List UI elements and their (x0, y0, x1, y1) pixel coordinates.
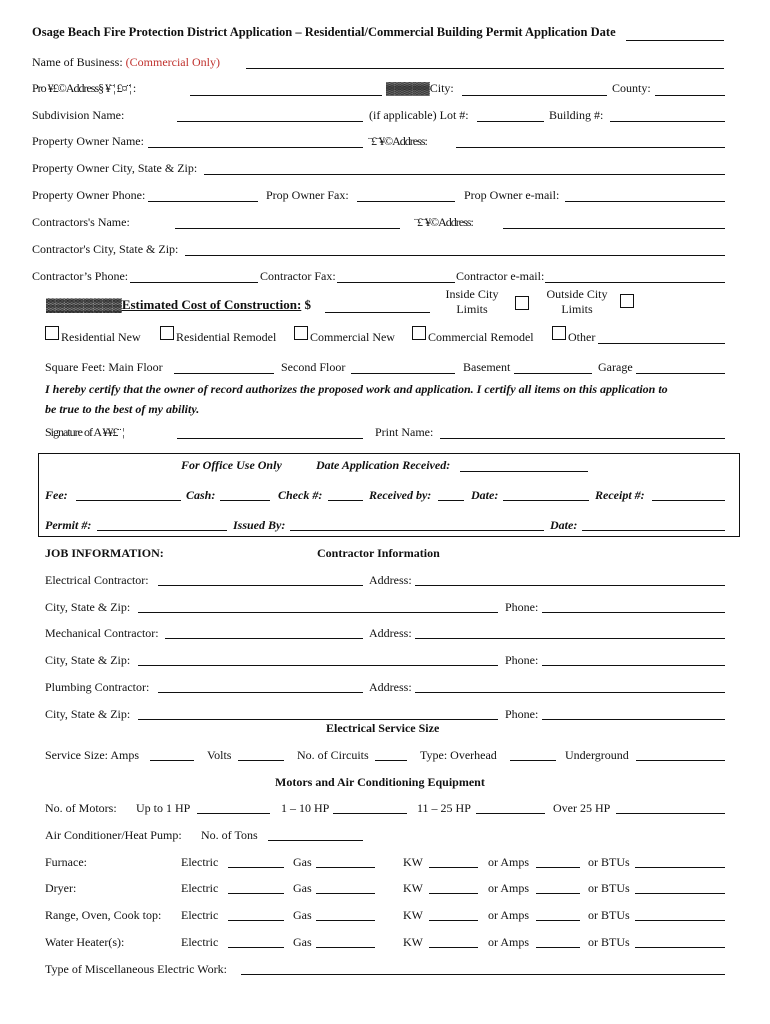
kw-label: KW (403, 935, 423, 949)
fee-field[interactable] (76, 500, 181, 501)
kw-field[interactable] (429, 893, 478, 894)
contractor-phone-label: Contractor’s Phone: (32, 269, 129, 283)
ac-label: Air Conditioner/Heat Pump: (45, 828, 182, 842)
btus-field[interactable] (635, 947, 725, 948)
cash-label: Cash: (186, 488, 216, 502)
lot-label: (if applicable) Lot #: (369, 108, 469, 122)
electric-label: Electric (181, 908, 219, 922)
over-25-hp-label: Over 25 HP (553, 801, 611, 815)
permit-label: Permit #: (45, 518, 92, 532)
main-floor-field[interactable] (174, 373, 274, 374)
received-by-label: Received by: (369, 488, 432, 502)
electric-field[interactable] (228, 893, 284, 894)
commercial-new-checkbox[interactable] (294, 326, 308, 340)
btus-field[interactable] (635, 920, 725, 921)
electrical-city-label: City, State & Zip: (45, 600, 131, 614)
mechanical-city-label: City, State & Zip: (45, 653, 131, 667)
receipt-label: Receipt #: (595, 488, 645, 502)
subdivision-label: Subdivision Name: (32, 108, 125, 122)
plumbing-city-label: City, State & Zip: (45, 707, 131, 721)
amps-field[interactable] (536, 920, 580, 921)
outside-city-checkbox[interactable] (620, 294, 634, 308)
hp-11-25-field[interactable] (476, 813, 545, 814)
commercial-new-label: Commercial New (310, 330, 395, 344)
plumbing-address-label: Address: (369, 680, 412, 694)
misc-electric-label: Type of Miscellaneous Electric Work: (45, 962, 227, 976)
square-feet-label: Square Feet: Main Floor (45, 360, 163, 374)
other-checkbox[interactable] (552, 326, 566, 340)
check-label: Check #: (278, 488, 323, 502)
amps-label: or Amps (488, 881, 530, 895)
mechanical-city-field[interactable] (138, 665, 498, 666)
property-address-label: Pro ¥£©Address§ ¥¨¦ £¤¨¦ : (32, 81, 136, 95)
service-size-label: Service Size: Amps (45, 748, 139, 762)
building-label: Building #: (549, 108, 604, 122)
amps-field[interactable] (536, 947, 580, 948)
appliance-label: Furnace: (45, 855, 87, 869)
print-name-field[interactable] (440, 438, 725, 439)
amps-label: or Amps (488, 908, 530, 922)
kw-label: KW (403, 908, 423, 922)
estimated-cost-field[interactable] (325, 312, 430, 313)
second-floor-field[interactable] (351, 373, 455, 374)
btus-label: or BTUs (588, 855, 630, 869)
contractor-info-title: Contractor Information (317, 546, 440, 560)
amps-label: or Amps (488, 935, 530, 949)
contractor-city-label: Contractor's City, State & Zip: (32, 242, 179, 256)
kw-label: KW (403, 855, 423, 869)
electrical-service-title: Electrical Service Size (326, 721, 440, 735)
hp-11-25-label: 11 – 25 HP (417, 801, 471, 815)
kw-label: KW (403, 881, 423, 895)
hp-1-10-field[interactable] (333, 813, 407, 814)
owner-phone-field[interactable] (148, 201, 258, 202)
contractor-email-label: Contractor e-mail: (456, 269, 545, 283)
gas-label: Gas (293, 935, 312, 949)
amps-field[interactable] (150, 760, 194, 761)
job-info-title: JOB INFORMATION: (45, 546, 164, 560)
owner-fax-label: Prop Owner Fax: (266, 188, 349, 202)
btus-field[interactable] (635, 867, 725, 868)
issued-date-field[interactable] (582, 530, 725, 531)
building-field[interactable] (610, 121, 725, 122)
mechanical-contractor-field[interactable] (165, 638, 363, 639)
kw-field[interactable] (429, 867, 478, 868)
issued-by-field[interactable] (290, 530, 544, 531)
contractor-city-field[interactable] (185, 255, 725, 256)
plumbing-phone-field[interactable] (542, 719, 725, 720)
gas-label: Gas (293, 908, 312, 922)
appliance-label: Water Heater(s): (45, 935, 125, 949)
mechanical-contractor-label: Mechanical Contractor: (45, 626, 159, 640)
owner-address-field[interactable] (456, 147, 725, 148)
county-label: County: (612, 81, 651, 95)
residential-new-label: Residential New (61, 330, 141, 344)
commercial-remodel-checkbox[interactable] (412, 326, 426, 340)
county-field[interactable] (655, 95, 725, 96)
no-motors-label: No. of Motors: (45, 801, 117, 815)
volts-label: Volts (207, 748, 232, 762)
contractor-fax-label: Contractor Fax: (260, 269, 336, 283)
electrical-phone-field[interactable] (542, 612, 725, 613)
over-25-hp-field[interactable] (616, 813, 725, 814)
check-field[interactable] (328, 500, 363, 501)
circuits-field[interactable] (375, 760, 407, 761)
amps-field[interactable] (536, 893, 580, 894)
certify-text-2: be true to the best of my ability. (45, 402, 200, 416)
electrical-phone-label: Phone: (505, 600, 539, 614)
other-field[interactable] (598, 343, 725, 344)
gas-field[interactable] (316, 947, 375, 948)
owner-city-label: Property Owner City, State & Zip: (32, 161, 198, 175)
owner-email-field[interactable] (565, 201, 725, 202)
contractor-name-field[interactable] (175, 228, 400, 229)
tons-field[interactable] (268, 840, 363, 841)
business-name-field[interactable] (246, 68, 724, 69)
gas-field[interactable] (316, 920, 375, 921)
office-date-label: Date: (471, 488, 499, 502)
commercial-only-note: (Commercial Only) (125, 55, 220, 69)
electric-label: Electric (181, 935, 219, 949)
certify-text-1: I hereby certify that the owner of record authorizes the proposed work and application. I certify all items on this application to (45, 382, 668, 396)
electrical-contractor-label: Electrical Contractor: (45, 573, 149, 587)
gas-field[interactable] (316, 893, 375, 894)
cash-field[interactable] (220, 500, 270, 501)
signature-label: Signature of A ¥¥£¨ ¦ (45, 425, 124, 439)
gas-field[interactable] (316, 867, 375, 868)
motors-title: Motors and Air Conditioning Equipment (275, 775, 485, 789)
redaction-mark: ▓▓▓▓▓▓▓▓ (46, 297, 122, 312)
gas-label: Gas (293, 881, 312, 895)
owner-name-label: Property Owner Name: (32, 134, 144, 148)
permit-field[interactable] (97, 530, 227, 531)
outside-city-label: Outside City Limits (546, 287, 608, 316)
electric-field[interactable] (228, 920, 284, 921)
subdivision-field[interactable] (177, 121, 363, 122)
contractor-name-label: Contractors's Name: (32, 215, 130, 229)
plumbing-city-field[interactable] (138, 719, 498, 720)
contractor-phone-field[interactable] (130, 282, 258, 283)
owner-fax-field[interactable] (357, 201, 455, 202)
business-label: Name of Business: (Commercial Only) (32, 55, 220, 69)
contractor-address-field[interactable] (503, 228, 725, 229)
garage-label: Garage (598, 360, 633, 374)
electric-field[interactable] (228, 947, 284, 948)
electrical-address-field[interactable] (415, 585, 725, 586)
mechanical-address-field[interactable] (415, 638, 725, 639)
underground-field[interactable] (636, 760, 725, 761)
receipt-field[interactable] (652, 500, 725, 501)
property-address-field[interactable] (190, 95, 382, 96)
gas-label: Gas (293, 855, 312, 869)
electrical-city-field[interactable] (138, 612, 498, 613)
owner-email-label: Prop Owner e-mail: (464, 188, 560, 202)
overhead-label: Type: Overhead (420, 748, 497, 762)
btus-label: or BTUs (588, 908, 630, 922)
city-label: ▓▓▓▓▓City: (386, 81, 454, 95)
fee-label: Fee: (45, 488, 68, 502)
kw-field[interactable] (429, 947, 478, 948)
btus-label: or BTUs (588, 881, 630, 895)
btus-label: or BTUs (588, 935, 630, 949)
basement-label: Basement (463, 360, 511, 374)
btus-field[interactable] (635, 893, 725, 894)
underground-label: Underground (565, 748, 629, 762)
commercial-remodel-label: Commercial Remodel (428, 330, 534, 344)
owner-name-field[interactable] (148, 147, 363, 148)
date-received-field[interactable] (460, 471, 588, 472)
plumbing-contractor-label: Plumbing Contractor: (45, 680, 150, 694)
misc-electric-field[interactable] (241, 974, 725, 975)
electrical-contractor-field[interactable] (158, 585, 363, 586)
mechanical-phone-label: Phone: (505, 653, 539, 667)
electric-field[interactable] (228, 867, 284, 868)
signature-field[interactable] (177, 438, 363, 439)
issued-by-label: Issued By: (233, 518, 286, 532)
up-to-1-hp-label: Up to 1 HP (136, 801, 191, 815)
residential-remodel-checkbox[interactable] (160, 326, 174, 340)
tons-label: No. of Tons (201, 828, 258, 842)
estimated-cost-label: ▓▓▓▓▓▓▓▓Estimated Cost of Construction: $ (46, 297, 312, 312)
application-date-field[interactable] (626, 40, 724, 41)
residential-remodel-label: Residential Remodel (176, 330, 277, 344)
garage-field[interactable] (636, 373, 725, 374)
up-to-1-hp-field[interactable] (197, 813, 270, 814)
owner-address-label: ¨£¨¥©Address: (368, 134, 427, 148)
mechanical-phone-field[interactable] (542, 665, 725, 666)
form-title: Osage Beach Fire Protection District Application – Residential/Commercial Building Permit Application Date (32, 25, 616, 39)
inside-city-label: Inside City Limits (445, 287, 499, 316)
basement-field[interactable] (514, 373, 592, 374)
appliance-label: Dryer: (45, 881, 77, 895)
overhead-field[interactable] (510, 760, 556, 761)
inside-city-checkbox[interactable] (515, 296, 529, 310)
contractor-email-field[interactable] (545, 282, 725, 283)
residential-new-checkbox[interactable] (45, 326, 59, 340)
lot-field[interactable] (477, 121, 544, 122)
owner-city-field[interactable] (204, 174, 725, 175)
amps-label: or Amps (488, 855, 530, 869)
owner-phone-label: Property Owner Phone: (32, 188, 146, 202)
electric-label: Electric (181, 855, 219, 869)
contractor-fax-field[interactable] (337, 282, 455, 283)
office-use-title: For Office Use Only (181, 458, 282, 472)
volts-field[interactable] (238, 760, 284, 761)
contractor-address-label: ¨£¨¥©Address: (414, 215, 473, 229)
date-received-label: Date Application Received: (316, 458, 451, 472)
second-floor-label: Second Floor (281, 360, 346, 374)
mechanical-address-label: Address: (369, 626, 412, 640)
received-by-field[interactable] (438, 500, 464, 501)
print-name-label: Print Name: (375, 425, 434, 439)
plumbing-contractor-field[interactable] (158, 692, 363, 693)
plumbing-phone-label: Phone: (505, 707, 539, 721)
plumbing-address-field[interactable] (415, 692, 725, 693)
kw-field[interactable] (429, 920, 478, 921)
appliance-label: Range, Oven, Cook top: (45, 908, 162, 922)
office-date-field[interactable] (503, 500, 589, 501)
electric-label: Electric (181, 881, 219, 895)
other-label: Other (568, 330, 596, 344)
issued-date-label: Date: (550, 518, 578, 532)
amps-field[interactable] (536, 867, 580, 868)
electrical-address-label: Address: (369, 573, 412, 587)
hp-1-10-label: 1 – 10 HP (281, 801, 330, 815)
circuits-label: No. of Circuits (297, 748, 369, 762)
city-field[interactable] (462, 95, 607, 96)
